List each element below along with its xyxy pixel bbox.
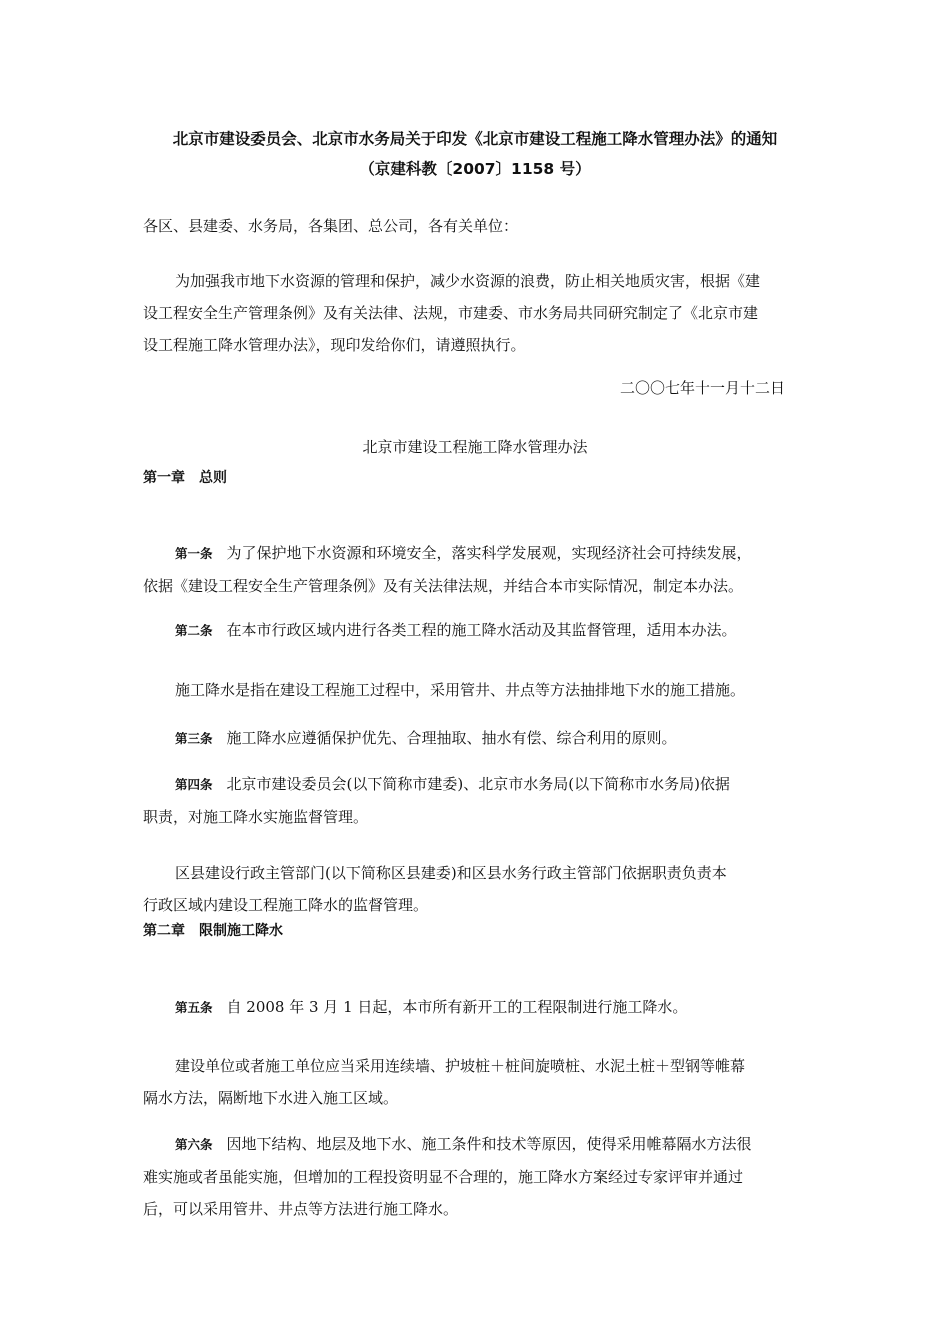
intro-line: 设工程安全生产管理条例》及有关法律、法规，市建委、市水务局共同研究制定了《北京市建 bbox=[143, 304, 759, 322]
article-label: 第二条 bbox=[175, 623, 213, 638]
article-label: 第一条 bbox=[175, 546, 213, 561]
article-3 bbox=[143, 722, 813, 755]
article-label: 第四条 bbox=[175, 777, 213, 792]
article-label: 第六条 bbox=[175, 1137, 213, 1152]
article-6 bbox=[143, 1128, 813, 1225]
intro-line: 为加强我市地下水资源的管理和保护，减少水资源的浪费，防止相关地质灾害，根据《建 bbox=[175, 272, 761, 290]
article-text: 自 2008 年 3 月 1 日起，本市所有新开工的工程限制进行施工降水。 bbox=[226, 998, 688, 1016]
paragraph-text: 区县建设行政主管部门(以下简称区县建委)和区县水务行政主管部门依据职责负责本 bbox=[175, 864, 727, 882]
paragraph-text: 行政区域内建设工程施工降水的监督管理。 bbox=[143, 896, 429, 914]
chapter-1-heading: 第一章 总则 bbox=[143, 470, 227, 486]
intro-paragraph bbox=[143, 265, 813, 361]
article-text: 职责，对施工降水实施监督管理。 bbox=[143, 808, 369, 826]
article-1 bbox=[143, 537, 813, 602]
chapter-2-heading: 第二章 限制施工降水 bbox=[143, 923, 283, 939]
article-4 bbox=[143, 768, 813, 833]
intro-line: 设工程施工降水管理办法》，现印发给你们，请遵照执行。 bbox=[143, 336, 526, 354]
article-label: 第三条 bbox=[175, 731, 213, 746]
notice-number: （京建科教〔2007〕1158 号） bbox=[359, 160, 591, 178]
article-text: 北京市建设委员会(以下简称市建委)、北京市水务局(以下简称市水务局)依据 bbox=[226, 775, 730, 793]
article-text: 为了保护地下水资源和环境安全，落实科学发展观，实现经济社会可持续发展， bbox=[226, 544, 752, 562]
article-label: 第五条 bbox=[175, 1000, 213, 1015]
article-text: 后，可以采用管井、井点等方法进行施工降水。 bbox=[143, 1200, 459, 1218]
paragraph-text: 隔水方法，隔断地下水进入施工区域。 bbox=[143, 1089, 399, 1107]
article-text: 在本市行政区域内进行各类工程的施工降水活动及其监督管理，适用本办法。 bbox=[226, 621, 737, 639]
article-text: 施工降水应遵循保护优先、合理抽取、抽水有偿、综合利用的原则。 bbox=[226, 729, 677, 747]
article-5-paragraph bbox=[143, 1050, 813, 1114]
issue-date: 二〇〇七年十一月十二日 bbox=[620, 379, 786, 397]
article-2 bbox=[143, 614, 813, 647]
article-5 bbox=[143, 991, 813, 1024]
salutation: 各区、县建委、水务局，各集团、总公司，各有关单位： bbox=[143, 217, 519, 235]
article-text: 因地下结构、地层及地下水、施工条件和技术等原因，使得采用帷幕隔水方法很 bbox=[226, 1135, 752, 1153]
notice-title: 北京市建设委员会、北京市水务局关于印发《北京市建设工程施工降水管理办法》的通知 bbox=[172, 130, 778, 148]
article-4-paragraph bbox=[143, 857, 813, 921]
article-text: 依据《建设工程安全生产管理条例》及有关法律法规，并结合本市实际情况，制定本办法。 bbox=[143, 577, 744, 595]
article-text: 难实施或者虽能实施，但增加的工程投资明显不合理的，施工降水方案经过专家评审并通过 bbox=[143, 1168, 744, 1186]
paragraph-text: 施工降水是指在建设工程施工过程中，采用管井、井点等方法抽排地下水的施工措施。 bbox=[175, 681, 746, 699]
paragraph-text: 建设单位或者施工单位应当采用连续墙、护坡桩＋桩间旋喷桩、水泥土桩＋型钢等帷幕 bbox=[175, 1057, 746, 1075]
article-2-paragraph bbox=[143, 674, 813, 706]
document-title: 北京市建设工程施工降水管理办法 bbox=[362, 438, 588, 456]
